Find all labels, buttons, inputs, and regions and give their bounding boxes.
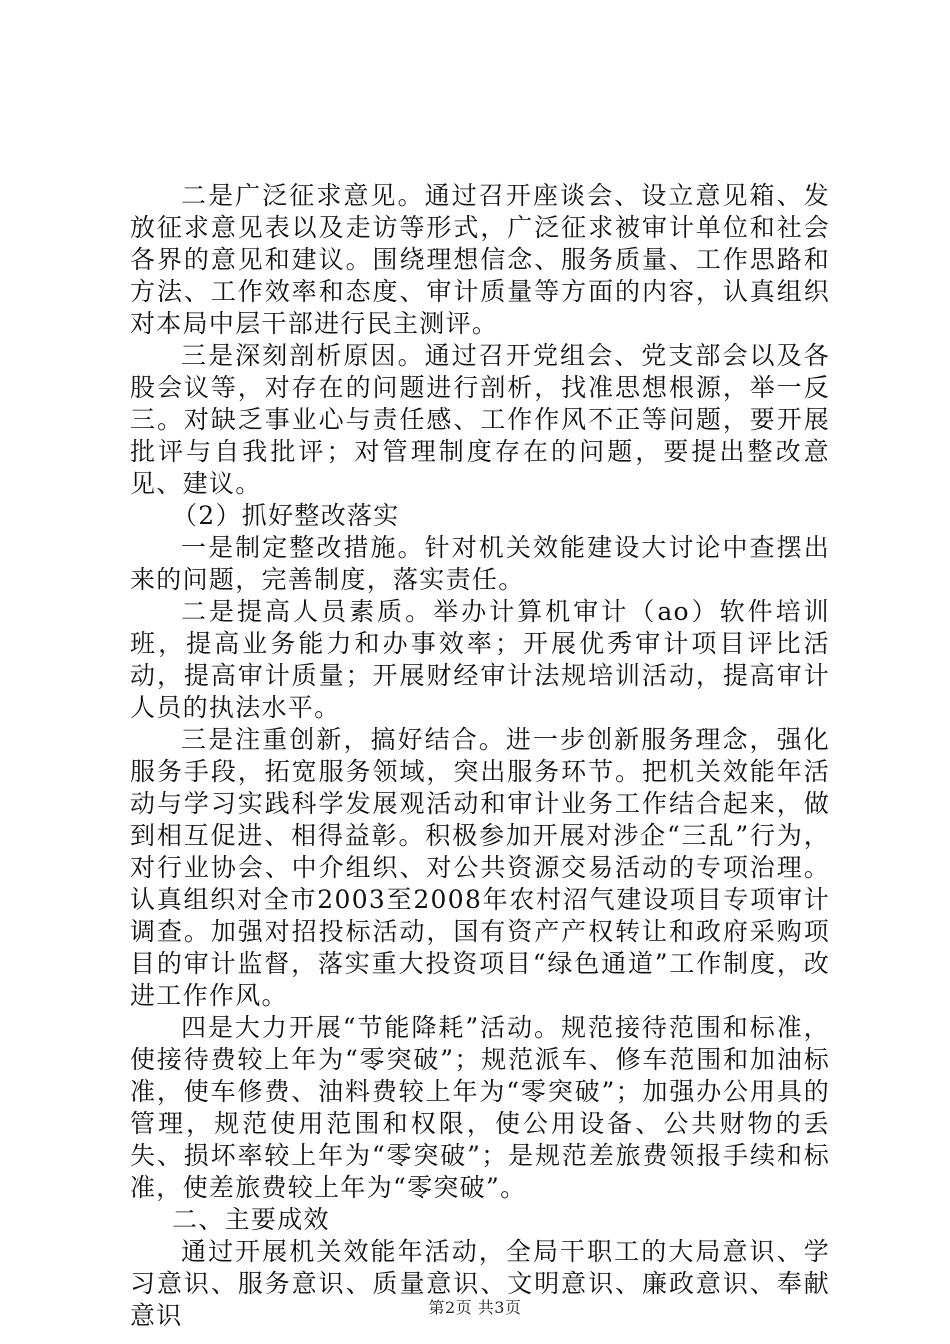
page-number-footer: 第2页 共3页 bbox=[428, 1298, 522, 1317]
paragraph-rectification-measures: 一是制定整改措施。针对机关效能建设大讨论中查摆出来的问题，完善制度，落实责任。 bbox=[130, 533, 830, 594]
paragraph-staff-quality: 二是提高人员素质。举办计算机审计（ao）软件培训班，提高业务能力和办事效率；开展优秀审计项目评比活动，提高审计质量；开展财经审计法规培训活动，提高审计人员的执法水平。 bbox=[130, 597, 830, 722]
paragraph-solicit-opinions: 二是广泛征求意见。通过召开座谈会、设立意见箱、发放征求意见表以及走访等形式，广泛征求被审计单位和社会各界的意见和建议。围绕理想信念、服务质量、工作思路和方法、工作效率和态度、审计质量等方面的内容，认真组织对本局中层干部进行民主测评。 bbox=[130, 181, 830, 338]
paragraph-analyze-causes: 三是深刻剖析原因。通过召开党组会、党支部会以及各股会议等，对存在的问题进行剖析，找准思想根源，举一反三。对缺乏事业心与责任感、工作作风不正等问题，要开展批评与自我批评；对管理制度存在的问题，要提出整改意见、建议。 bbox=[130, 341, 830, 498]
section-heading-rectification: （2）抓好整改落实 bbox=[172, 501, 400, 530]
paragraph-achievements: 通过开展机关效能年活动，全局干职工的大局意识、学习意识、服务意识、质量意识、文明意识、廉政意识、奉献意识 bbox=[130, 1237, 830, 1330]
section-heading-achievements: 二、主要成效 bbox=[172, 1205, 330, 1234]
paragraph-energy-saving: 四是大力开展“节能降耗”活动。规范接待范围和标准，使接待费较上年为“零突破”；规范派车、修车范围和加油标准，使车修费、油料费较上年为“零突破”；加强办公用具的管理，规范使用范围和权限，使公用设备、公共财物的丢失、损坏率较上年为“零突破”；是规范差旅费领报手续和标准，使差旅费较上年为“零突破”。 bbox=[130, 1013, 830, 1202]
paragraph-innovation: 三是注重创新，搞好结合。进一步创新服务理念，强化服务手段，拓宽服务领域，突出服务环节。把机关效能年活动与学习实践科学发展观活动和审计业务工作结合起来，做到相互促进、相得益彰。积极参加开展对涉企“三乱”行为，对行业协会、中介组织、对公共资源交易活动的专项治理。认真组织对全市2003至2008年农村沼气建设项目专项审计调查。加强对招投标活动，国有资产产权转让和政府采购项目的审计监督，落实重大投资项目“绿色通道”工作制度，改进工作作风。 bbox=[130, 725, 830, 1010]
document-body bbox=[130, 180, 830, 1332]
